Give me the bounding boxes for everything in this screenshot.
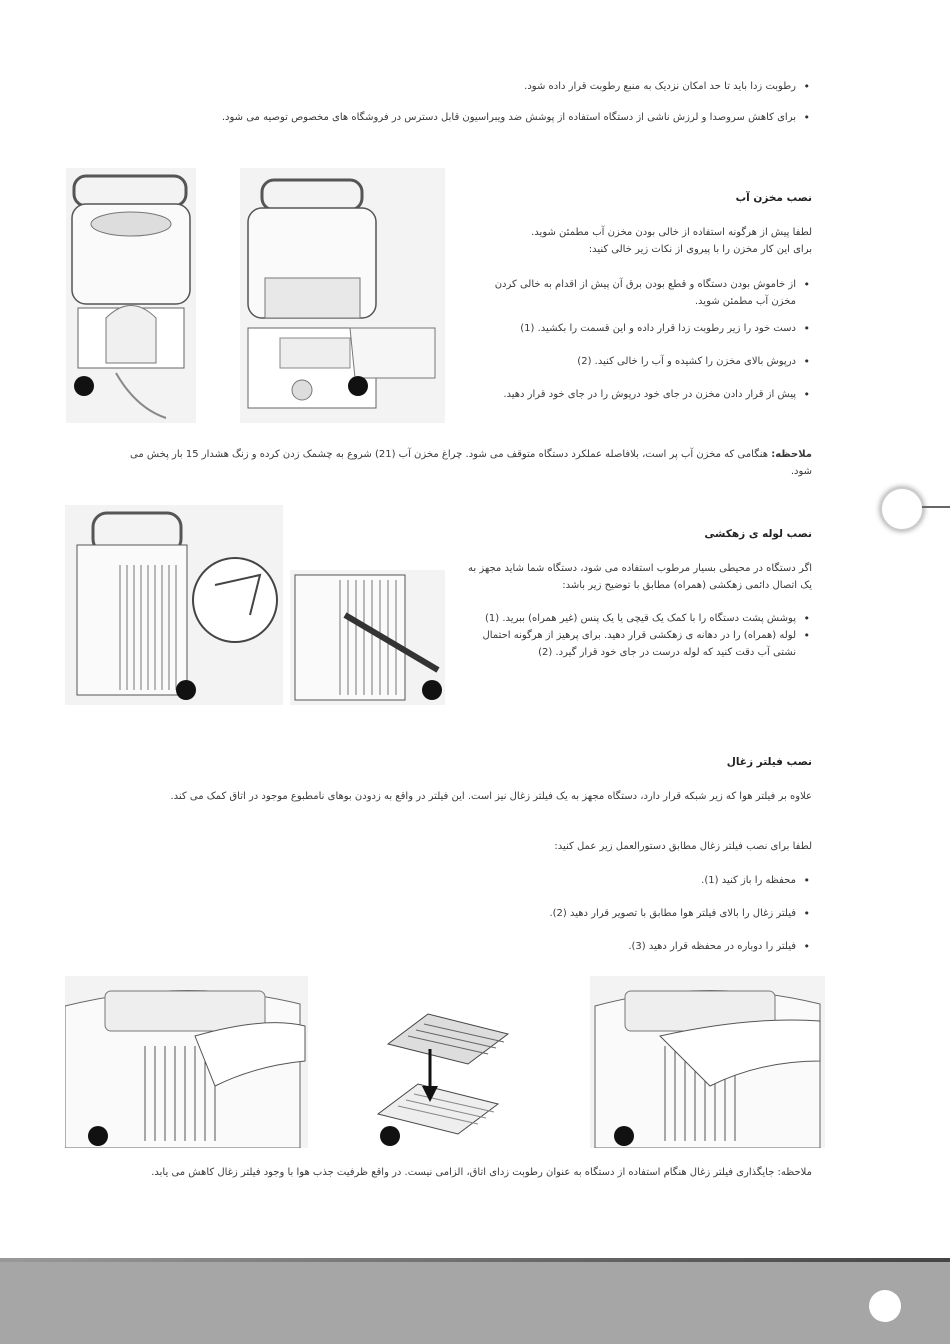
intro-bullets: [150, 78, 812, 126]
drain-hose-step-2: • لوله (همراه) را در دهانه ی زهکشی قرار دهید. برای پرهیز از هرگونه احتمال نشتی آب دقت کنید که لوله درست در جای خود قرار گیرد. (2): [466, 627, 812, 661]
page-number-badge: [869, 1290, 901, 1322]
charcoal-filter-paragraph-1: علاوه بر فیلتر هوا که زیر شبکه قرار دارد، دستگاه مجهز به یک فیلتر زغال نیز است. این فیلتر در واقع به زدودن بوهای نامطبوع موجود در اتاق کمک می کند.: [170, 791, 812, 802]
water-tank-note: [120, 446, 812, 480]
charcoal-filter-step-3: • فیلتر را دوباره در محفظه قرار دهید (3).: [420, 938, 812, 955]
page-tab-icon: [880, 487, 924, 531]
charcoal-filter-note: ملاحظه: جایگذاری فیلتر زغال هنگام استفاده از دستگاه به عنوان رطوبت زدای اتاق، الزامی نیست. در واقع ظرفیت جذب هوا با وجود فیلتر زغال کاهش می یابد.: [151, 1167, 812, 1178]
step-marker-icon: [176, 680, 196, 700]
charcoal-filter-paragraph-2: لطفا برای نصب فیلتر زغال مطابق دستورالعمل زیر عمل کنید:: [554, 841, 812, 852]
intro-bullet-1: • رطوبت زدا باید تا حد امکان نزدیک به منبع رطوبت قرار داده شود.: [150, 78, 812, 95]
water-tank-steps: [470, 276, 812, 403]
hose-illustration-2: [290, 570, 445, 705]
step-marker-icon: [380, 1126, 400, 1146]
hose-illustration-1: [65, 505, 283, 705]
step-marker-icon: [88, 1126, 108, 1146]
water-tank-step-2: • دست خود را زیر رطوبت زدا قرار داده و این قسمت را بکشید. (1): [470, 320, 812, 337]
step-marker-icon: [614, 1126, 634, 1146]
filter-illustration-1: [65, 976, 308, 1148]
drain-hose-steps: [466, 610, 812, 661]
open-filter-cover-drawing: [65, 976, 308, 1148]
water-tank-heading: نصب مخزن آب: [735, 192, 812, 204]
step-marker-icon: [422, 680, 442, 700]
drain-hose-heading: نصب لوله ی زهکشی: [704, 528, 812, 540]
drain-hose-paragraph: اگر دستگاه در محیطی بسیار مرطوب استفاده می شود، دستگاه شما شاید مجهز به یک اتصال دائمی زهکشی (همراه) مطابق با توضیح زیر باشد:: [468, 563, 812, 591]
note-text: هنگامی که مخزن آب پر است، بلافاصله عملکرد دستگاه متوقف می شود. چراغ مخزن آب (21) شروع به چشمک زدن کرده و زنگ هشدار 15 بار پخش می شود.: [130, 449, 812, 477]
step-marker-icon: [348, 376, 368, 396]
water-tank-step-list: [470, 276, 812, 403]
charcoal-filter-steps: [420, 872, 812, 955]
water-tank-step-1: • از خاموش بودن دستگاه و قطع بودن برق آن پیش از اقدام به خالی کردن مخزن آب مطمئن شوید.: [470, 276, 812, 310]
drain-hose-drawing: [290, 570, 445, 705]
page-tab-line: [922, 506, 950, 508]
tank-illustration-2: [240, 168, 445, 423]
filter-stack-drawing: [368, 1004, 518, 1139]
intro-bullet-list: [150, 78, 812, 126]
step-marker-icon: [74, 376, 94, 396]
drain-hose-step-1: • پوشش پشت دستگاه را با کمک یک قیچی یا یک پنس (غیر همراه) ببرید. (1): [466, 610, 812, 627]
dehumidifier-back-drawing: [65, 505, 283, 705]
filter-illustration-3: [590, 976, 825, 1148]
intro-bullet-2: • برای کاهش سروصدا و لرزش ناشی از دستگاه استفاده از پوشش ضد ویبراسیون قابل دسترس در فروشگاه های مخصوص توصیه می شود.: [150, 109, 812, 126]
charcoal-filter-step-list: [420, 872, 812, 955]
filter-illustration-2: [368, 1004, 518, 1139]
charcoal-filter-heading: نصب فیلتر زغال: [726, 756, 812, 768]
water-tank-step-3: • درپوش بالای مخزن را کشیده و آب را خالی کنید. (2): [470, 353, 812, 370]
close-filter-cover-drawing: [590, 976, 825, 1148]
dehumidifier-tank-open-drawing: [240, 168, 445, 423]
charcoal-filter-step-1: • محفظه را باز کنید (1).: [420, 872, 812, 889]
note-label: ملاحظه:: [771, 449, 812, 460]
footer-band: [0, 1262, 950, 1344]
water-tank-paragraph: لطفا پیش از هرگونه استفاده از خالی بودن مخزن آب مطمئن شوید. برای این کار مخزن را با پیروی از نکات زیر خالی کنید:: [531, 227, 812, 255]
charcoal-filter-step-2: • فیلتر زغال را بالای فیلتر هوا مطابق با تصویر قرار دهید (2).: [420, 905, 812, 922]
water-tank-step-4: • پیش از قرار دادن مخزن در جای خود درپوش را در جای خود قرار دهید.: [470, 386, 812, 403]
drain-hose-step-list: [466, 610, 812, 661]
